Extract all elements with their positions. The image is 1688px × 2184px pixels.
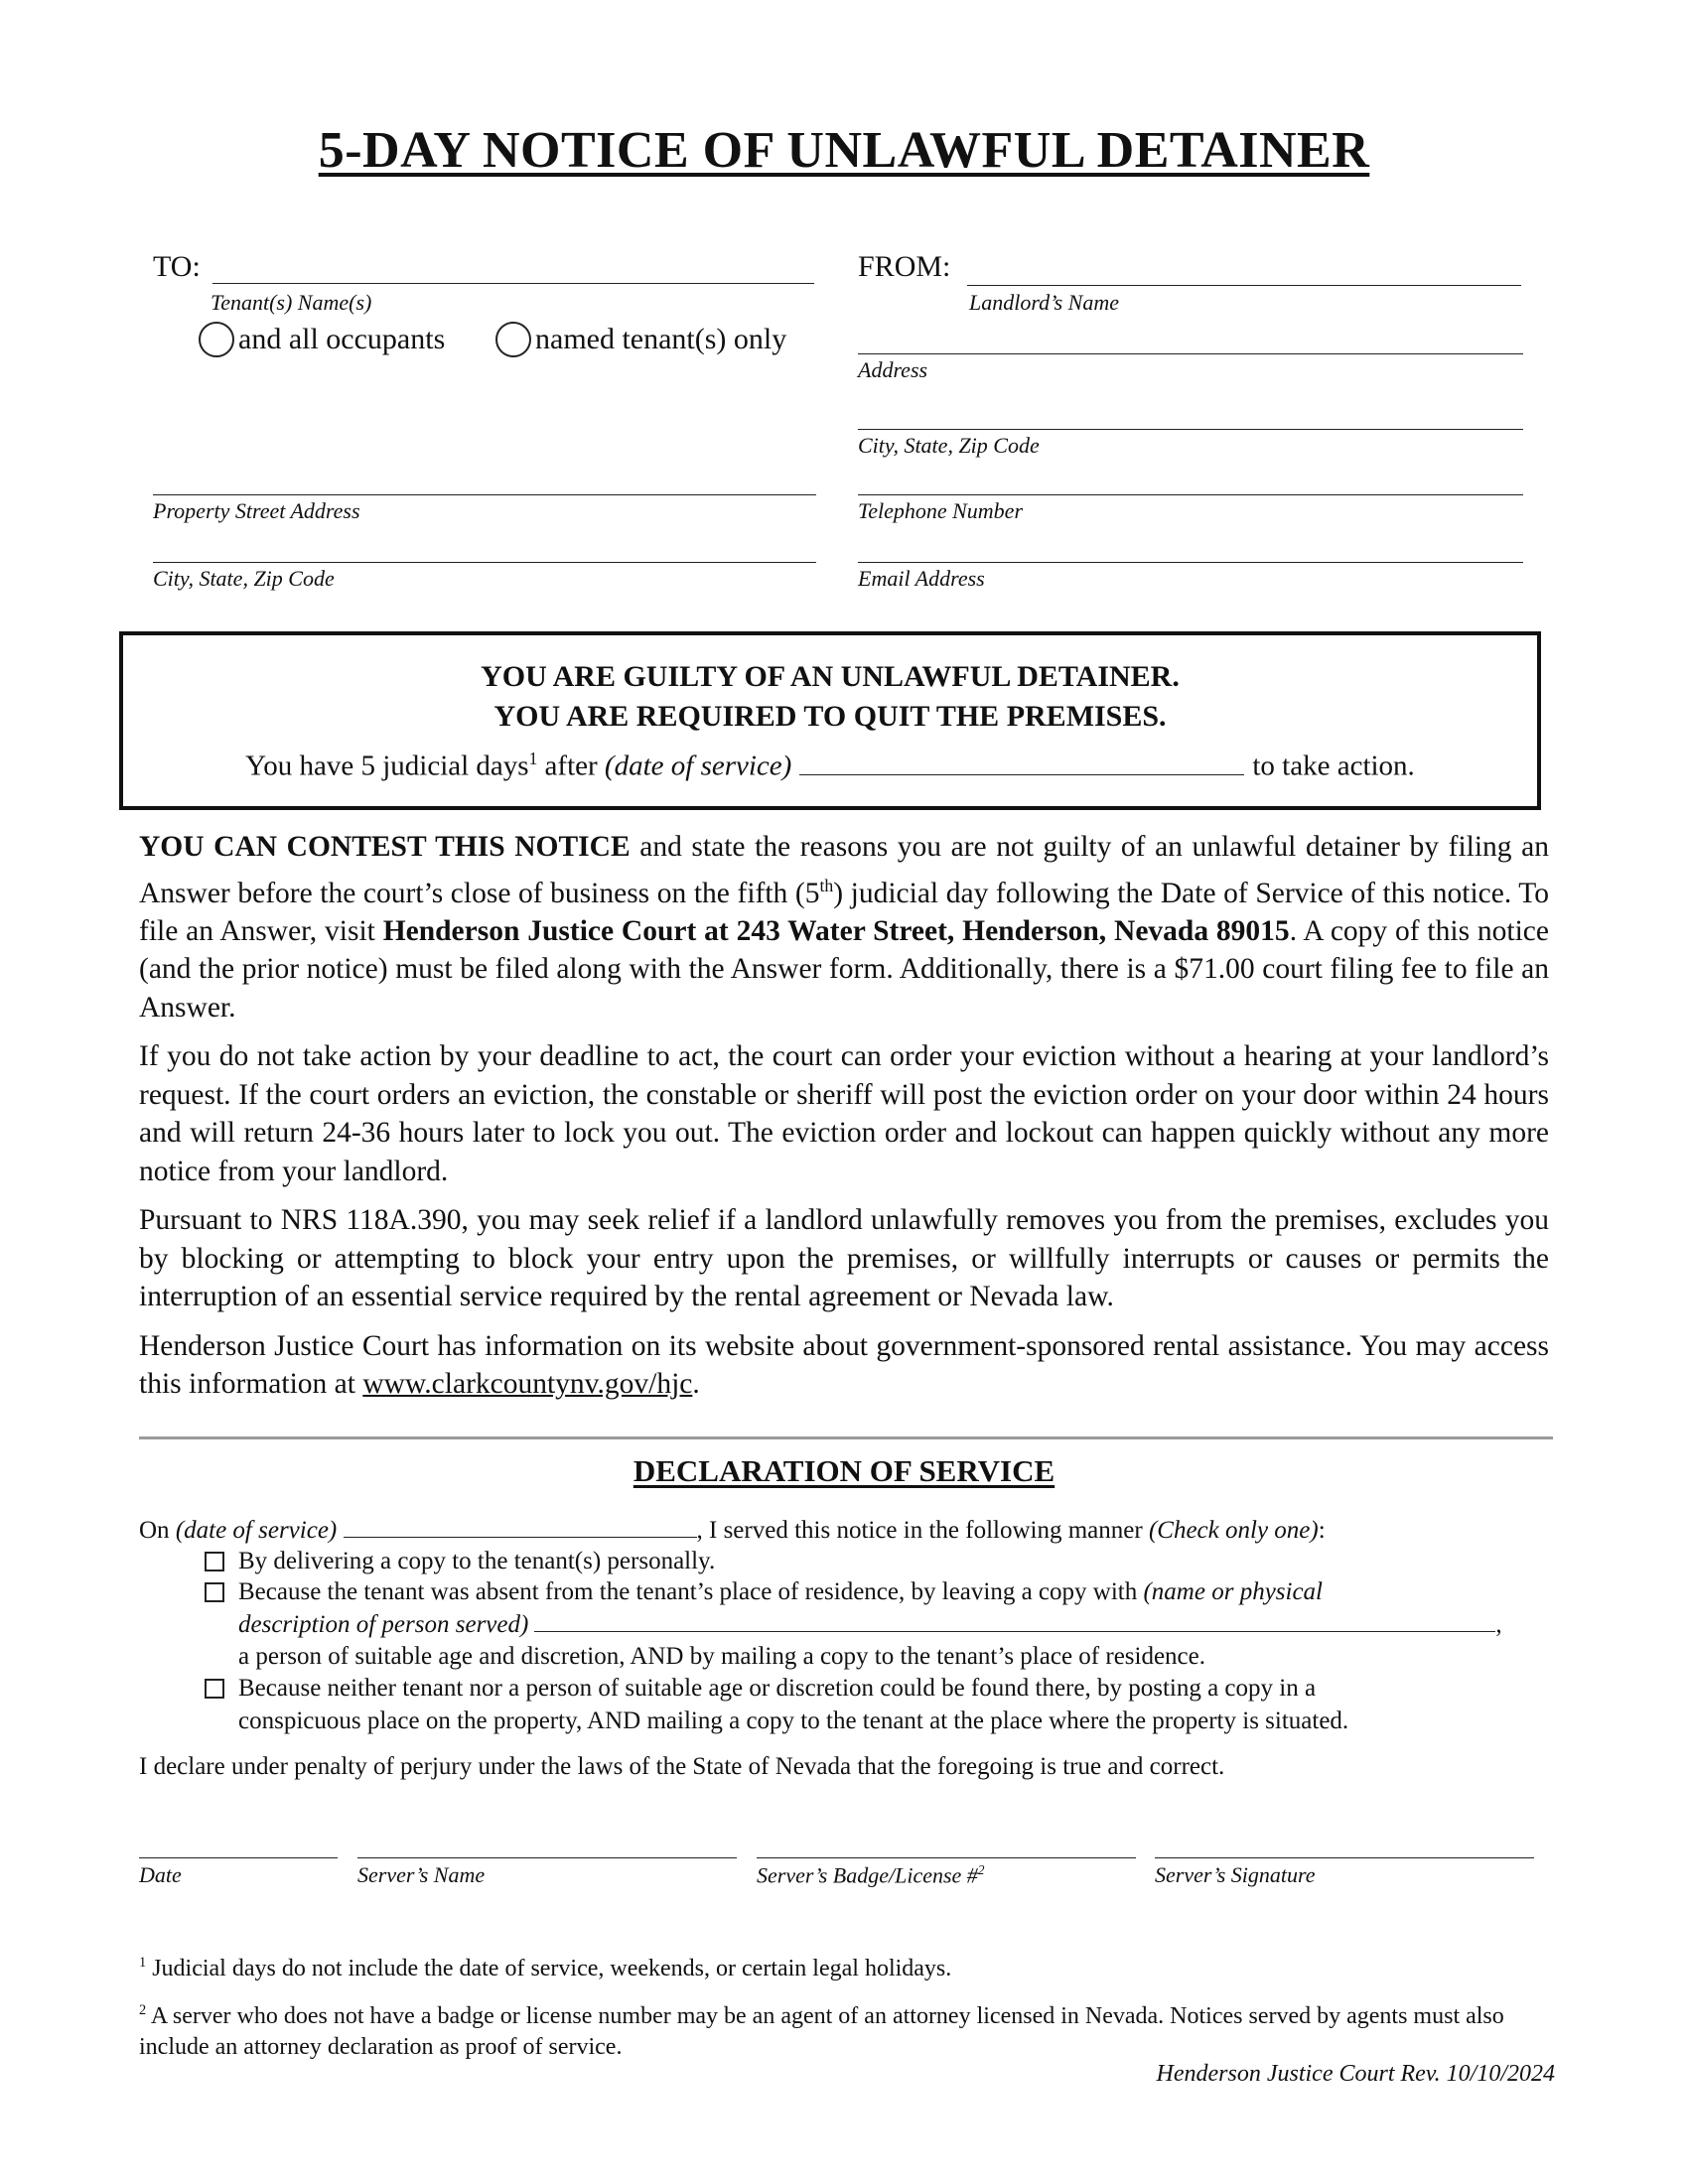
option-named-tenants[interactable] <box>495 322 786 357</box>
landlord-phone-field[interactable] <box>858 494 1523 495</box>
paragraph-relief: Pursuant to NRS 118A.390, you may seek relief if a landlord unlawfully removes you from the premises, excludes you by blocking or attempting to block your entry upon the premises, or willfully interrupts or causes or permits the interruption of an essential service required by the rental agreement or Nevada law. <box>139 1204 1549 1313</box>
server-name-line[interactable] <box>357 1857 737 1858</box>
contest-heading: YOU CAN CONTEST THIS NOTICE <box>139 831 631 863</box>
checkbox-posting-service[interactable] <box>205 1679 224 1699</box>
contest-text-b: ) judicial day following the Date of Service of this notice. To file an Answer, visit <box>139 877 1549 947</box>
server-badge-caption <box>757 1862 984 1888</box>
from-label: FROM: <box>858 250 951 283</box>
badge-label: Server’s Badge/License # <box>757 1862 978 1888</box>
date-signature-line[interactable] <box>139 1857 338 1858</box>
option-all-occupants-label: and all occupants <box>238 323 446 355</box>
paragraph-contest <box>139 828 1549 1026</box>
option-all-occupants[interactable] <box>199 322 445 357</box>
action-post: to take action. <box>1252 750 1415 782</box>
on-date-label: (date of service) <box>175 1517 338 1544</box>
tenant-name-caption: Tenant(s) Name(s) <box>211 290 372 315</box>
person-served-field[interactable] <box>534 1609 1495 1632</box>
on-rest: , I served this notice in the following manner <box>696 1517 1149 1544</box>
server-badge-line[interactable] <box>757 1857 1136 1858</box>
substitute-text-a: Because the tenant was absent from the tenant’s place of residence, by leaving a copy with <box>238 1578 1144 1605</box>
page-title: 5-DAY NOTICE OF UNLAWFUL DETAINER <box>318 122 1370 179</box>
footnote-1 <box>139 1948 1549 1984</box>
option-substitute-service <box>238 1576 1559 1674</box>
court-address: Henderson Justice Court at 243 Water Street, Henderson, Nevada 89015 <box>382 914 1290 947</box>
footnote-ref-2: 2 <box>977 1862 985 1877</box>
landlord-email-caption: Email Address <box>858 566 985 591</box>
landlord-email-field[interactable] <box>858 562 1523 563</box>
action-date-label: (date of service) <box>604 750 792 782</box>
substitute-italic-2: description of person served) <box>238 1610 529 1638</box>
notice-line-1: YOU ARE GUILTY OF AN UNLAWFUL DETAINER. <box>481 660 1180 693</box>
footnote-2 <box>139 1995 1549 2063</box>
server-signature-caption: Server’s Signature <box>1155 1862 1316 1887</box>
posting-line-1: Because neither tenant nor a person of suitable age or discretion could be found there, by posting a copy in a <box>238 1675 1317 1702</box>
footnote-2-number: 2 <box>139 2002 147 2018</box>
contest-text-a: and state the reasons you are not guilty of an unlawful detainer by filing an Answer before the court’s close of business on the fifth (5 <box>139 831 1549 909</box>
declaration-heading: DECLARATION OF SERVICE <box>633 1453 1055 1488</box>
substitute-line-1 <box>238 1576 1559 1609</box>
assistance-text: Henderson Justice Court has information on its website about government-sponsored rental assistance. You may access this information at <box>139 1329 1549 1401</box>
footnote-1-number: 1 <box>139 1955 147 1971</box>
perjury-statement: I declare under penalty of perjury under the laws of the State of Nevada that the foregoing is true and correct. <box>139 1753 1225 1780</box>
paragraph-deadline: If you do not take action by your deadline to act, the court can order your eviction without a hearing at your landlord’s request. If the court orders an eviction, the constable or sheriff will post the eviction order on your door within 24 hours and will return 24-36 hours later to lock you out. The eviction order and lockout can happen quickly without any more notice from your landlord. <box>139 1040 1549 1187</box>
body-text <box>139 828 1549 1415</box>
landlord-name-caption: Landlord’s Name <box>969 290 1119 315</box>
footnote-2-text: A server who does not have a badge or license number may be an agent of an attorney licensed in Nevada. Notices served by agents must also include an attorney declaration as proof of service. <box>139 2003 1504 2060</box>
landlord-phone-caption: Telephone Number <box>858 498 1024 523</box>
revision-note: Henderson Justice Court Rev. 10/10/2024 <box>1156 2061 1555 2087</box>
contest-text-c: . A copy of this notice (and the prior notice) must be filed along with the Answer form. Additionally, there is a $71.00 court filing fee to file an Answer. <box>139 914 1549 1024</box>
service-date-field[interactable] <box>799 751 1244 775</box>
check-only-one: (Check only one) <box>1148 1517 1319 1544</box>
assistance-end: . <box>692 1368 700 1401</box>
landlord-address-caption: Address <box>858 357 928 382</box>
radio-named-tenants[interactable] <box>495 322 531 357</box>
action-deadline <box>123 749 1537 783</box>
option-personal-delivery: By delivering a copy to the tenant(s) personally. <box>238 1548 716 1574</box>
date-caption: Date <box>139 1862 182 1887</box>
notice-box <box>119 631 1541 810</box>
server-signature-line[interactable] <box>1155 1857 1534 1858</box>
action-after: after <box>537 750 605 782</box>
action-text: You have 5 judicial days <box>245 750 529 782</box>
landlord-address-field[interactable] <box>858 353 1523 354</box>
section-divider <box>139 1436 1553 1439</box>
declaration-date-field[interactable] <box>344 1515 697 1538</box>
footnote-ref-1: 1 <box>528 749 538 768</box>
declaration-on-line <box>139 1515 1559 1548</box>
to-label: TO: <box>153 250 201 283</box>
checkbox-personal-delivery[interactable] <box>205 1552 224 1571</box>
posting-line-2: conspicuous place on the property, AND mailing a copy to the tenant at the place where the property is situated. <box>238 1706 1349 1734</box>
option-named-tenants-label: named tenant(s) only <box>535 323 787 355</box>
checkbox-substitute-service[interactable] <box>205 1582 224 1602</box>
landlord-city-caption: City, State, Zip Code <box>858 433 1040 458</box>
option-posting-service <box>238 1673 1559 1737</box>
server-name-caption: Server’s Name <box>357 1862 486 1887</box>
tenant-city-field[interactable] <box>153 562 816 563</box>
paragraph-assistance <box>139 1327 1549 1404</box>
court-website-link[interactable]: www.clarkcountynv.gov/hjc <box>362 1368 693 1401</box>
substitute-line-3: a person of suitable age and discretion, AND by mailing a copy to the tenant’s place of residence. <box>238 1643 1205 1670</box>
property-address-caption: Property Street Address <box>153 498 360 523</box>
landlord-city-field[interactable] <box>858 429 1523 430</box>
on-colon: : <box>1318 1517 1326 1544</box>
landlord-name-field[interactable] <box>967 285 1521 286</box>
footnote-1-text: Judicial days do not include the date of service, weekends, or certain legal holidays. <box>146 1956 952 1981</box>
property-address-field[interactable] <box>153 494 816 495</box>
radio-all-occupants[interactable] <box>199 322 234 357</box>
notice-line-2: YOU ARE REQUIRED TO QUIT THE PREMISES. <box>493 700 1167 733</box>
substitute-italic-1: (name or physical <box>1143 1578 1324 1605</box>
tenant-name-field[interactable] <box>212 283 814 284</box>
substitute-line-2: description of person served) , <box>238 1610 1502 1638</box>
tenant-city-caption: City, State, Zip Code <box>153 566 335 591</box>
ordinal-sup: th <box>819 875 834 895</box>
on-label: On <box>139 1517 176 1544</box>
